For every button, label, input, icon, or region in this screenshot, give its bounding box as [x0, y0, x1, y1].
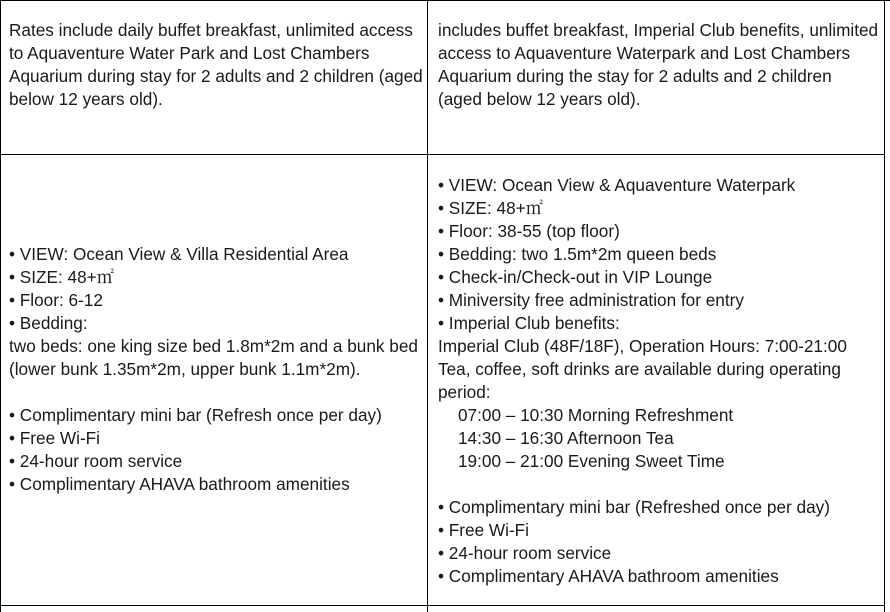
row2-left-cell	[9, 243, 423, 496]
club-note: Tea, coffee, soft drinks are available during operating period:	[438, 359, 841, 402]
row1-right-text: includes buffet breakfast, Imperial Club benefits, unlimited access to Aquaventure Waterpark and Lost Chambers Aquarium during the stay for 2 adults and 2 children (aged below 12 years old).	[438, 20, 883, 109]
table-right-border	[884, 0, 885, 612]
row2-right-cell	[438, 174, 880, 588]
feature-item: • Check-in/Check-out in VIP Lounge	[438, 267, 713, 287]
table-column-divider	[427, 0, 428, 612]
schedule-item: 07:00 – 10:30 Morning Refreshment	[458, 405, 734, 425]
amenity-item: • Complimentary mini bar (Refreshed once per day)	[438, 497, 830, 517]
row1-left-text: Rates include daily buffet breakfast, unlimited access to Aquaventure Water Park and Lost Chambers Aquarium during stay for 2 adults and 2 children (aged below 12 years old).	[9, 20, 428, 109]
room-bedding-detail: two beds: one king size bed 1.8m*2m and a bunk bed (lower bunk 1.35m*2m, upper bunk 1.1m*2m).	[9, 336, 418, 379]
row1-right-cell	[438, 19, 883, 111]
room-view: • VIEW: Ocean View & Villa Residential Area	[9, 244, 349, 264]
amenity-item: • 24-hour room service	[9, 451, 183, 471]
feature-item: • Floor: 38-55 (top floor)	[438, 221, 620, 241]
room-size: • SIZE: 48+㎡	[9, 267, 114, 287]
spacer	[438, 473, 880, 496]
club-hours: Imperial Club (48F/18F), Operation Hours: 7:00-21:00	[438, 336, 847, 356]
amenity-item: • Complimentary AHAVA bathroom amenities	[438, 566, 779, 586]
table-bottom-border	[0, 605, 885, 606]
feature-item: • VIEW: Ocean View & Aquaventure Waterpark	[438, 175, 796, 195]
room-floor: • Floor: 6-12	[9, 290, 103, 310]
feature-item: • Bedding: two 1.5m*2m queen beds	[438, 244, 717, 264]
feature-item: • Imperial Club benefits:	[438, 313, 620, 333]
amenity-item: • Complimentary mini bar (Refresh once per day)	[9, 405, 382, 425]
feature-item: • Miniversity free administration for entry	[438, 290, 744, 310]
schedule-item: 14:30 – 16:30 Afternoon Tea	[458, 428, 674, 448]
amenity-item: • Free Wi-Fi	[9, 428, 100, 448]
row1-left-cell	[9, 19, 428, 111]
amenity-item: • Complimentary AHAVA bathroom amenities	[9, 474, 350, 494]
table-left-border	[0, 0, 1, 612]
amenity-item: • 24-hour room service	[438, 543, 612, 563]
feature-item: • SIZE: 48+㎡	[438, 198, 543, 218]
spacer	[9, 381, 423, 404]
room-bedding: • Bedding:	[9, 313, 88, 333]
amenity-item: • Free Wi-Fi	[438, 520, 529, 540]
table-top-border	[0, 0, 890, 1]
table-row-divider	[0, 154, 885, 155]
schedule-item: 19:00 – 21:00 Evening Sweet Time	[458, 451, 725, 471]
